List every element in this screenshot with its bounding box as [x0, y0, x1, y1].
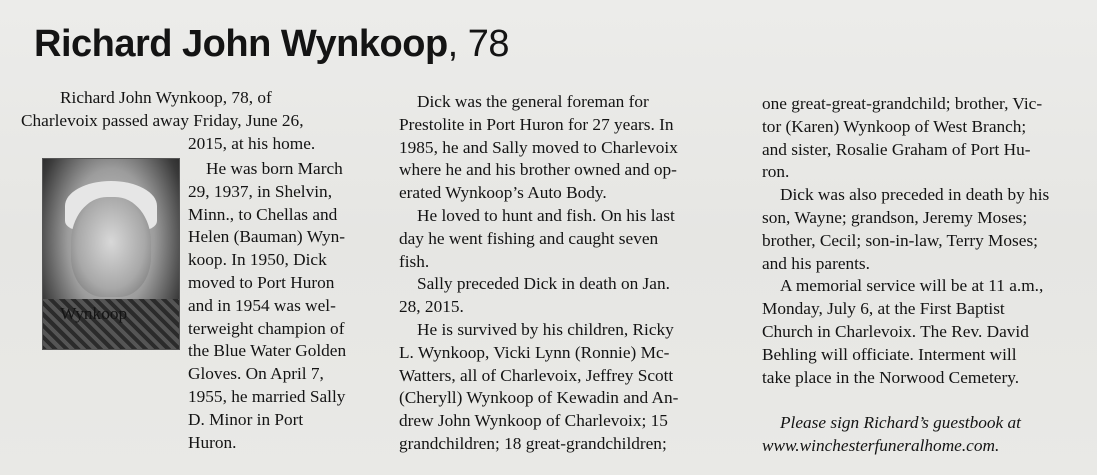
- column-2: [399, 91, 744, 456]
- column-1: [21, 87, 382, 452]
- text-line: 28, 2015.: [399, 297, 464, 317]
- text-line: He is survived by his children, Ricky: [417, 319, 674, 339]
- text-line: 1985, he and Sally moved to Charlevoix: [399, 137, 678, 157]
- text-line: grandchildren; 18 great-grandchildren;: [399, 433, 667, 453]
- text-line: 2015, at his home.: [188, 133, 316, 153]
- headline-age: , 78: [447, 23, 510, 65]
- photo-caption: Wynkoop: [60, 304, 128, 323]
- text-line: erated Wynkoop’s Auto Body.: [399, 183, 607, 203]
- text-line: drew John Wynkoop of Charlevoix; 15: [399, 411, 668, 431]
- guestbook-line: Please sign Richard’s guestbook at: [780, 413, 1021, 433]
- guestbook-url: www.winchesterfuneralhome.com.: [762, 436, 1000, 456]
- text-line: ron.: [762, 162, 790, 182]
- text-line: Watters, all of Charlevoix, Jeffrey Scott: [399, 365, 674, 385]
- text-line: and sister, Rosalie Graham of Port Hu-: [762, 139, 1031, 159]
- text-line: He was born March: [206, 159, 343, 178]
- text-line: Richard John Wynkoop, 78, of: [60, 88, 272, 107]
- column-3: [762, 93, 1096, 458]
- text-line: take place in the Norwood Cemetery.: [762, 367, 1020, 387]
- text-line: Helen (Bauman) Wyn-: [188, 227, 345, 247]
- text-line: 29, 1937, in Shelvin,: [188, 181, 333, 201]
- text-line: (Cheryll) Wynkoop of Kewadin and An-: [399, 388, 679, 408]
- text-line: D. Minor in Port: [188, 409, 304, 429]
- text-line: Dick was the general foreman for: [417, 92, 649, 111]
- text-line: son, Wayne; grandson, Jeremy Moses;: [762, 207, 1028, 227]
- text-line: Gloves. On April 7,: [188, 364, 324, 384]
- text-line: the Blue Water Golden: [188, 341, 347, 361]
- text-line: and in 1954 was wel-: [188, 295, 336, 315]
- text-line: Church in Charlevoix. The Rev. David: [762, 321, 1029, 341]
- text-line: Behling will officiate. Interment will: [762, 344, 1017, 364]
- text-line: moved to Port Huron: [188, 272, 335, 292]
- text-line: Huron.: [188, 432, 237, 452]
- column-1-wrapped-text: [188, 158, 388, 454]
- text-line: koop. In 1950, Dick: [188, 250, 327, 270]
- text-line: Monday, July 6, at the First Baptist: [762, 299, 1005, 319]
- text-line: one great-great-grandchild; brother, Vic-: [762, 94, 1043, 113]
- text-line: fish.: [399, 251, 430, 271]
- text-line: Prestolite in Port Huron for 27 years. In: [399, 114, 674, 134]
- text-line: day he went fishing and caught seven: [399, 228, 659, 248]
- headline-name: Richard John Wynkoop: [34, 23, 448, 65]
- text-line: Dick was also preceded in death by his: [780, 185, 1050, 205]
- text-line: Sally preceded Dick in death on Jan.: [417, 274, 670, 294]
- obituary-headline: [34, 22, 509, 66]
- text-line: Minn., to Chellas and: [188, 204, 338, 224]
- text-line: tor (Karen) Wynkoop of West Branch;: [762, 116, 1027, 136]
- text-line: where he and his brother owned and op-: [399, 160, 677, 180]
- text-line: L. Wynkoop, Vicki Lynn (Ronnie) Mc-: [399, 342, 670, 362]
- text-line: 1955, he married Sally: [188, 386, 346, 406]
- text-line: Charlevoix passed away Friday, June 26,: [21, 110, 304, 130]
- text-line: brother, Cecil; son-in-law, Terry Moses;: [762, 230, 1038, 250]
- text-line: terweight champion of: [188, 318, 345, 338]
- text-line: A memorial service will be at 11 a.m.,: [780, 276, 1044, 296]
- text-line: and his parents.: [762, 253, 870, 273]
- text-line: He loved to hunt and fish. On his last: [417, 205, 675, 225]
